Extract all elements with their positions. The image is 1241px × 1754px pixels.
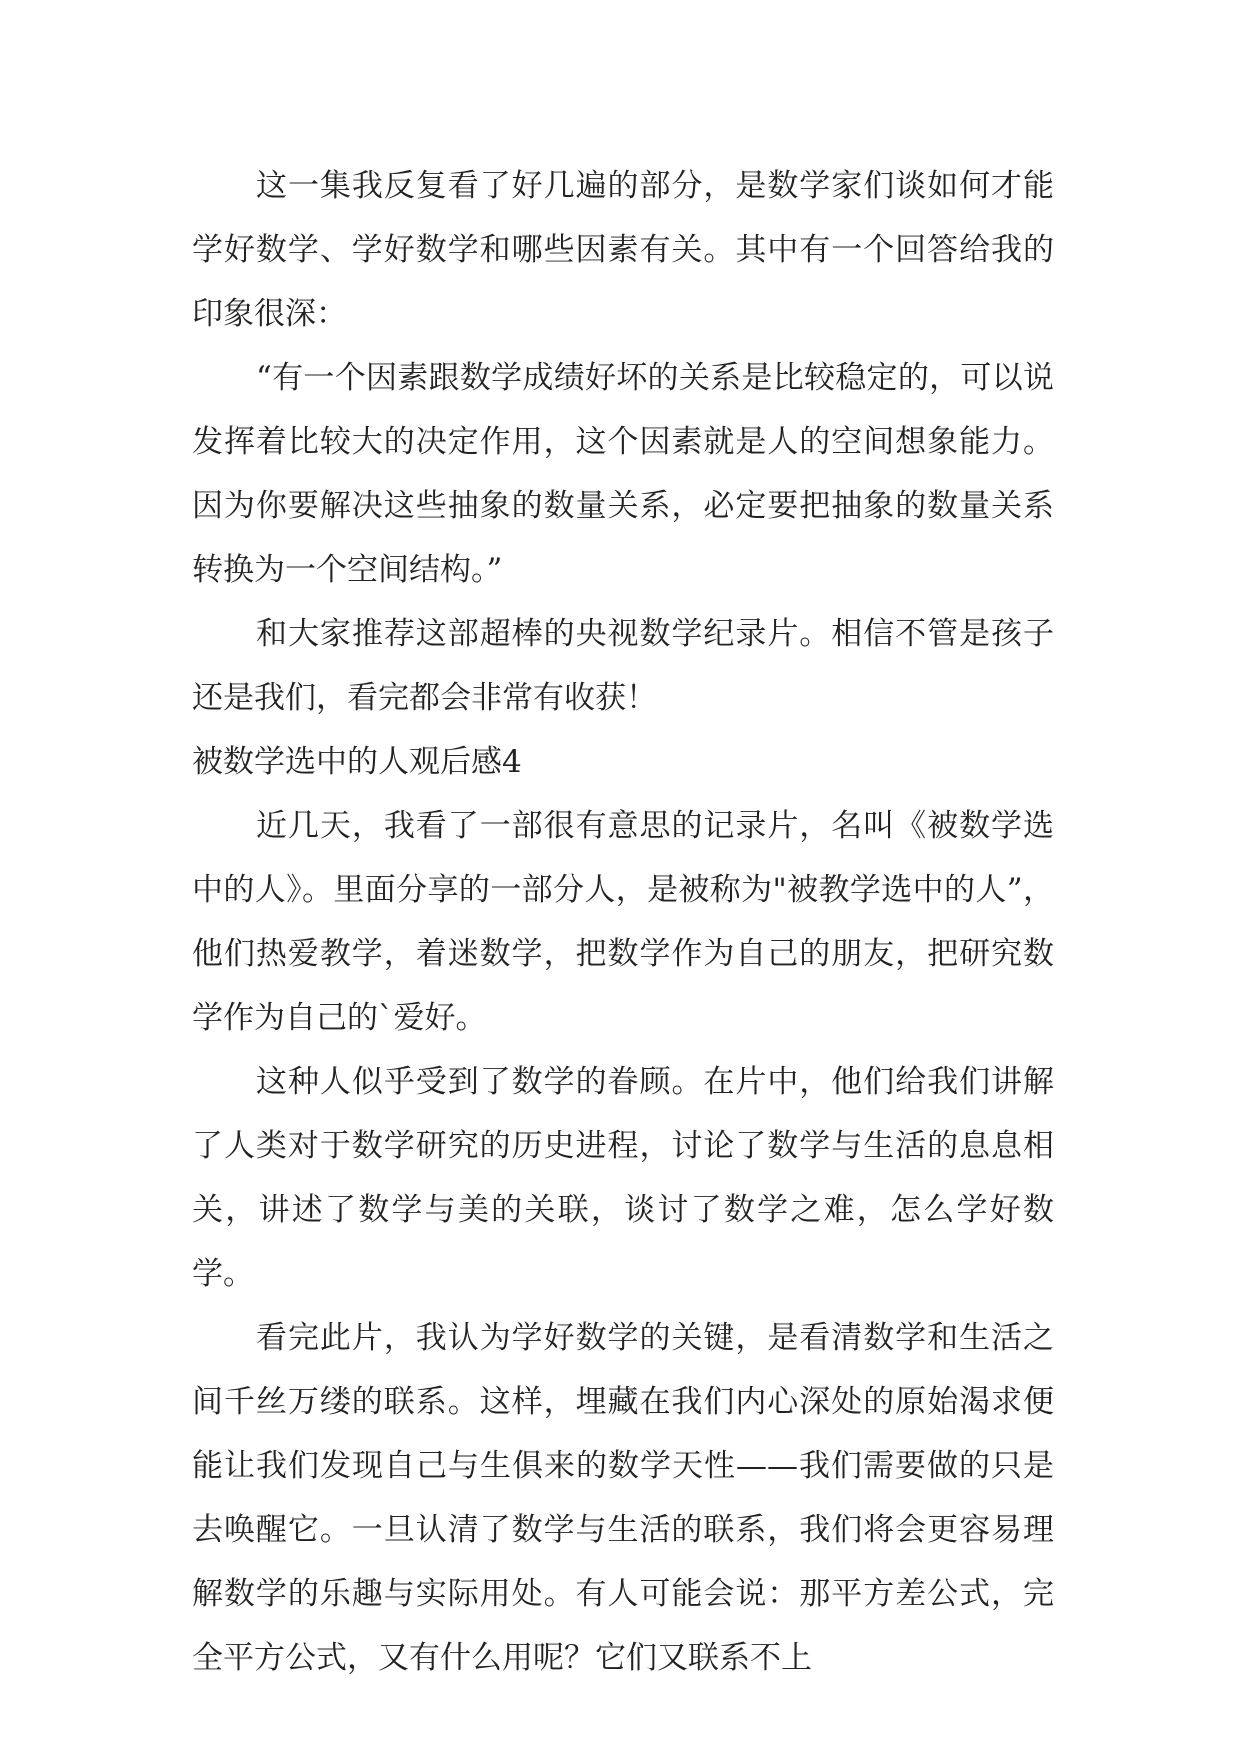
quote-paragraph: “有一个因素跟数学成绩好坏的关系是比较稳定的，可以说发挥着比较大的决定作用，这个因素就是人的空间想象能力。因为你要解决这些抽象的数量关系，必定要把抽象的数量关系转换为一个空间结构。” [192,360,1054,588]
section-title: 被数学选中的人观后感4 [192,744,522,780]
paragraph-3: 和大家推荐这部超棒的央视数学纪录片。相信不管是孩子还是我们，看完都会非常有收获！ [192,616,1054,716]
section-paragraph-2: 这种人似乎受到了数学的眷顾。在片中，他们给我们讲解了人类对于数学研究的历史进程，讨论了数学与生活的息息相关，讲述了数学与美的关联，谈讨了数学之难，怎么学好数学。 [192,1064,1054,1292]
section-paragraph-1: 近几天，我看了一部很有意思的记录片，名叫《被数学选中的人》。里面分享的一部分人，是被称为"被教学选中的人”，他们热爱教学，着迷数学，把数学作为自己的朋友，把研究数学作为自己的`爱好。 [192,808,1054,1036]
section-paragraph-3: 看完此片，我认为学好数学的关键，是看清数学和生活之间千丝万缕的联系。这样，埋藏在我们内心深处的原始渴求便能让我们发现自己与生俱来的数学天性——我们需要做的只是去唤醒它。一旦认清了数学与生活的联系，我们将会更容易理解数学的乐趣与实际用处。有人可能会说：那平方差公式，完全平方公式，又有什么用呢？它们又联系不上 [192,1320,1054,1676]
document-page [192,154,1054,1690]
paragraph-1: 这一集我反复看了好几遍的部分，是数学家们谈如何才能学好数学、学好数学和哪些因素有关。其中有一个回答给我的印象很深： [192,168,1054,332]
